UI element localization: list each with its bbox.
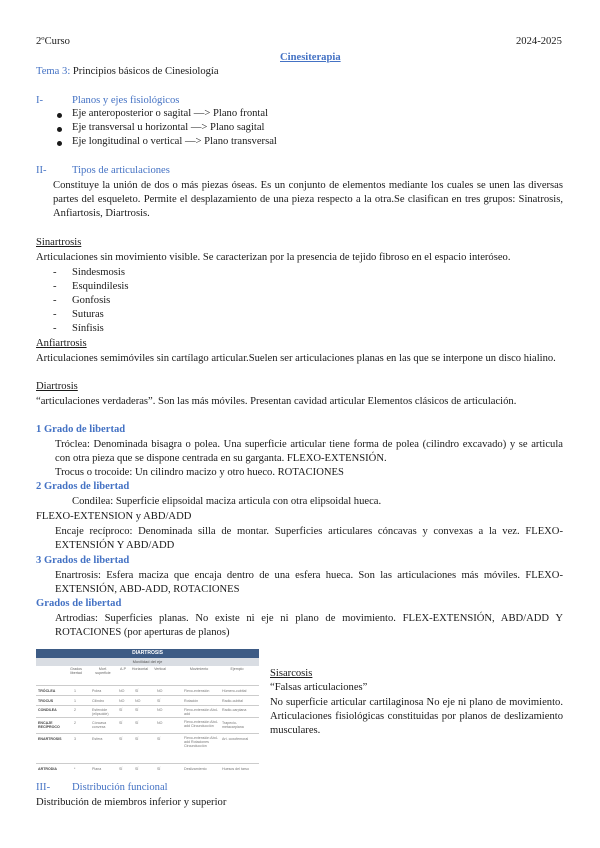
tema-label: Tema 3: bbox=[36, 66, 71, 77]
sinartrosis-title: Sinartrosis bbox=[36, 237, 82, 248]
row-cell: SÍ bbox=[135, 767, 139, 771]
bullet-dot bbox=[57, 127, 62, 132]
bullet-dot bbox=[57, 141, 62, 146]
row-cell: SÍ bbox=[119, 767, 123, 771]
row-cell: 2 bbox=[74, 721, 76, 725]
table-row bbox=[36, 763, 259, 774]
row-cell: Flexo-extensión Abd-add Rotaciones Circunducción bbox=[184, 736, 218, 748]
sinartrosis-item: Sindesmosis bbox=[72, 267, 125, 278]
tema-line bbox=[36, 66, 219, 77]
table-col: Movimiento bbox=[189, 667, 209, 671]
year-label: 2024-2025 bbox=[516, 36, 562, 47]
row-cell: 1 bbox=[74, 699, 76, 703]
row-cell: Radio-carpiana bbox=[222, 708, 247, 712]
sisarcosis-quote: “Falsas articulaciones” bbox=[270, 682, 368, 693]
anfiartrosis-title: Anfiartrosis bbox=[36, 338, 87, 349]
row-cell: Rotación bbox=[184, 699, 199, 703]
row-cell: NO bbox=[119, 689, 125, 693]
row-cell: NO bbox=[157, 721, 163, 725]
bullet-item: Eje transversal u horizontal —> Plano sagital bbox=[72, 122, 265, 133]
dash: - bbox=[53, 309, 57, 320]
sinartrosis-item: Sínfisis bbox=[72, 323, 104, 334]
row-cell: NO bbox=[157, 689, 163, 693]
row-cell: SÍ bbox=[157, 737, 161, 741]
row-cell: SÍ bbox=[157, 699, 161, 703]
row-name: ARTRODIA bbox=[38, 767, 57, 771]
bullet-dot bbox=[57, 113, 62, 118]
row-name: TRÓCLEA bbox=[38, 689, 56, 693]
section1-title: Planos y ejes fisiológicos bbox=[72, 95, 180, 106]
row-name: TROCUS bbox=[38, 699, 54, 703]
sinartrosis-item: Esquindilesis bbox=[72, 281, 129, 292]
table-col: A-P bbox=[120, 667, 126, 671]
row-cell: Cóncava convexa bbox=[92, 721, 107, 729]
row-cell: Esfera bbox=[92, 737, 103, 741]
row-cell: Art. coxofemoral bbox=[222, 737, 249, 741]
row-cell: Trapecio-metacarpiana bbox=[222, 721, 244, 729]
row-cell: NO bbox=[135, 699, 141, 703]
row-cell: Húmero-cubital bbox=[222, 689, 247, 693]
enartrosis-text: Enartrosis: Esfera maciza que encaja dentro de una esfera hueca. Son las articulaciones más móviles. FLEXO-EXTENSIÓN, ABD-ADD, ROTACIONES bbox=[55, 570, 563, 595]
row-name: CONDILEA bbox=[38, 708, 57, 712]
row-cell: SÍ bbox=[135, 689, 139, 693]
artrodias-text: Artrodias: Superficies planas. No existe ni eje ni plano de movimiento. FLEX-EXTENSIÓN, ABD/ADD Y ROTACIONES (por aperturas de planos) bbox=[55, 613, 563, 638]
sisarcosis-title: Sisarcosis bbox=[270, 668, 313, 679]
sinartrosis-item: Gonfosis bbox=[72, 295, 111, 306]
grado0-title: Grados de libertad bbox=[36, 598, 122, 609]
sisarcosis-desc: No superficie articular cartilaginosa No eje ni plano de movimiento. Articulaciones fisiológicas constituidas por planos de deslizamiento musculares. bbox=[270, 697, 563, 736]
dash: - bbox=[53, 323, 57, 334]
trocus-text: Trocus o trocoide: Un cilindro macizo y otro hueco. ROTACIONES bbox=[55, 467, 344, 478]
row-cell: Polea bbox=[92, 689, 102, 693]
section3-title: Distribución funcional bbox=[72, 782, 168, 793]
section2-title: Tipos de articulaciones bbox=[72, 165, 170, 176]
row-cell: Flexo-extensión Abd-add bbox=[184, 708, 218, 716]
row-cell: NO bbox=[119, 699, 125, 703]
table-col: Horizontal bbox=[131, 667, 149, 671]
row-cell: 3 bbox=[74, 737, 76, 741]
table-col: Morf. superficie bbox=[95, 667, 111, 675]
row-cell: Cilindro bbox=[92, 699, 105, 703]
grado1-title: 1 Grado de libertad bbox=[36, 424, 126, 435]
row-cell: SÍ bbox=[157, 767, 161, 771]
row-cell: * bbox=[74, 767, 76, 771]
dash: - bbox=[53, 281, 57, 292]
condilea-mov: FLEXO-EXTENSION y ABD/ADD bbox=[36, 511, 192, 522]
row-cell: Plana bbox=[92, 767, 102, 771]
course-label: 2ºCurso bbox=[36, 36, 70, 47]
row-cell: 2 bbox=[74, 708, 76, 712]
dash: - bbox=[53, 295, 57, 306]
section3-number: III- bbox=[36, 782, 51, 793]
row-cell: Flexo-extensión Abd-add Circunducción bbox=[184, 720, 218, 728]
row-cell: NO bbox=[157, 708, 163, 712]
table-col: Ejemplo bbox=[230, 667, 244, 671]
table-title: DIARTROSIS bbox=[36, 649, 259, 658]
diartrosis-title: Diartrosis bbox=[36, 381, 78, 392]
row-name: ENCAJE RECÍPROCO bbox=[38, 721, 60, 729]
row-cell: SÍ bbox=[119, 708, 123, 712]
sinartrosis-desc: Articulaciones sin movimiento visible. Se caracterizan por la presencia de tejido fibroso en el espacio interóseo. bbox=[36, 252, 511, 263]
table-row bbox=[36, 717, 259, 734]
table-col: Vertical bbox=[154, 667, 166, 671]
anfiartrosis-desc: Articulaciones semimóviles sin cartílago articular.Suelen ser articulaciones planas en las que se interpone un disco hialino. bbox=[36, 353, 556, 364]
dash: - bbox=[53, 267, 57, 278]
row-cell: Radio-cubital bbox=[222, 699, 243, 703]
section2-number: II- bbox=[36, 165, 47, 176]
row-cell: Esferoide (elipsoide) bbox=[92, 708, 109, 716]
row-cell: SÍ bbox=[135, 721, 139, 725]
row-cell: SÍ bbox=[119, 721, 123, 725]
sinartrosis-item: Suturas bbox=[72, 309, 104, 320]
row-cell: SÍ bbox=[135, 708, 139, 712]
table-row bbox=[36, 733, 259, 756]
row-cell: Flexo-extensión bbox=[184, 689, 210, 693]
grado3-title: 3 Grados de libertad bbox=[36, 555, 130, 566]
row-cell: 1 bbox=[74, 689, 76, 693]
table-col: Grados libertad bbox=[70, 667, 82, 675]
section1-number: I- bbox=[36, 95, 44, 106]
bullet-item: Eje longitudinal o vertical —> Plano transversal bbox=[72, 136, 277, 147]
tema-title: Principios básicos de Cinesiología bbox=[70, 66, 219, 77]
subject-title: Cinesiterapia bbox=[280, 52, 341, 63]
troclea-desc: Tróclea: Denominada bisagra o polea. Una superficie articular tiene forma de polea (cilindro excavado) y se articula con otra pieza que se dispone centrada en su garganta. FLEXO-EXTENSIÓN. bbox=[55, 439, 563, 464]
row-cell: SÍ bbox=[135, 737, 139, 741]
row-cell: SÍ bbox=[119, 737, 123, 741]
row-name: ENARTROSIS bbox=[38, 737, 62, 741]
condilea-text: Condilea: Superficie elipsoidal maciza articula con otra elipsoidal hueca. bbox=[72, 496, 382, 507]
diartrosis-desc: “articulaciones verdaderas”. Son las más móviles. Presentan cavidad articular Elementos clásicos de articulación. bbox=[36, 396, 517, 407]
row-cell: Huesos del tarso bbox=[222, 767, 249, 771]
section3-desc: Distribución de miembros inferior y superior bbox=[36, 797, 227, 808]
grado2-title: 2 Grados de libertad bbox=[36, 481, 130, 492]
section2-intro: Constituye la unión de dos o más piezas óseas. Es un conjunto de elementos mediante los cuales se unen las diversas partes del esqueleto. Permite el desplazamiento de una pieza respecto a la otra.Se clasifican en tres grupos: Sinatrosis, Anfiartosis, Diartrosis. bbox=[53, 180, 563, 219]
row-cell: Deslizamiento bbox=[184, 767, 207, 771]
bullet-item: Eje anteroposterior o sagital —> Plano frontal bbox=[72, 108, 269, 119]
table-subtitle: Movilidad del eje bbox=[36, 658, 259, 666]
encaje-text: Encaje recíproco: Denominada silla de montar. Superficies articulares cóncavas y convexas a la vez. FLEXO-EXTENSIÓN Y ABD/ADD bbox=[55, 526, 563, 551]
troclea-text bbox=[55, 438, 563, 466]
diartrosis-table bbox=[36, 649, 259, 774]
